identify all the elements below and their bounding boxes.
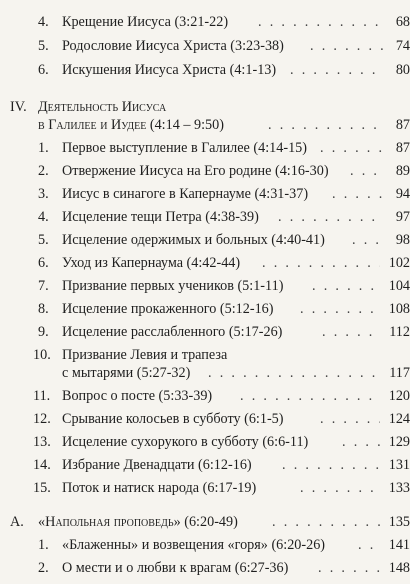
entry-title: Иисус в синагоге в Капернауме (4:31-37) — [62, 186, 309, 202]
entry-number: 14. — [33, 457, 51, 473]
dot-leader — [352, 230, 384, 250]
entry-number: 5. — [38, 38, 49, 54]
page-number: 80 — [395, 62, 410, 78]
toc-entry — [0, 36, 410, 56]
page-number: 89 — [395, 163, 410, 179]
entry-title-line1: Призвание Левия и трапеза — [62, 347, 228, 363]
entry-title: Срывание колосьев в субботу (6:1-5) — [62, 411, 284, 427]
page-number: 97 — [395, 209, 410, 225]
toc-entry — [0, 432, 410, 452]
dot-leader — [300, 478, 380, 498]
toc-entry — [0, 299, 410, 319]
toc-entry — [0, 535, 410, 555]
page-number: 131 — [388, 457, 410, 473]
entry-title: Исцеление тещи Петра (4:38-39) — [62, 209, 259, 225]
dot-leader — [320, 138, 384, 158]
page-number: 133 — [388, 480, 410, 496]
page-number: 112 — [389, 324, 410, 340]
entry-title: Исцеление одержимых и больных (4:40-41) — [62, 232, 325, 248]
entry-number: 1. — [38, 537, 49, 553]
dot-leader — [272, 512, 380, 532]
dot-leader — [312, 276, 380, 296]
page-number: 124 — [388, 411, 410, 427]
dot-leader — [358, 535, 380, 555]
entry-title: Исцеление сухорукого в субботу (6:6-11) — [62, 434, 309, 450]
entry-title: Родословие Иисуса Христа (3:23-38) — [62, 38, 284, 54]
entry-title: Отвержение Иисуса на Его родине (4:16-30) — [62, 163, 329, 179]
entry-number: 6. — [38, 62, 49, 78]
entry-number: 3. — [38, 186, 49, 202]
section-title-line1: Деятельность Иисуса — [38, 99, 167, 115]
entry-title: Крещение Иисуса (3:21-22) — [62, 14, 229, 30]
entry-number: 12. — [33, 411, 51, 427]
page-number: 148 — [388, 560, 410, 576]
toc-entry — [0, 207, 410, 227]
dot-leader — [262, 253, 380, 273]
dot-leader — [290, 60, 384, 80]
toc-entry — [0, 455, 410, 475]
toc-entry — [0, 253, 410, 273]
entry-number: 2. — [38, 163, 49, 179]
entry-title: Исцеление расслабленного (5:17-26) — [62, 324, 283, 340]
entry-title: Призвание первых учеников (5:1-11) — [62, 278, 284, 294]
toc-entry — [0, 276, 410, 296]
page-number: 129 — [388, 434, 410, 450]
subsection-heading — [0, 512, 410, 532]
toc-entry — [0, 558, 410, 578]
toc-entry — [0, 409, 410, 429]
entry-title: Поток и натиск народа (6:17-19) — [62, 480, 257, 496]
dot-leader — [268, 115, 384, 135]
entry-title: Избрание Двенадцати (6:12-16) — [62, 457, 252, 473]
page-number: 117 — [389, 365, 410, 381]
dot-leader — [332, 184, 384, 204]
entry-title: Искушения Иисуса Христа (4:1-13) — [62, 62, 277, 78]
dot-leader — [322, 322, 380, 342]
dot-leader — [318, 558, 380, 578]
toc-entry — [0, 138, 410, 158]
entry-title: О мести и о любви к врагам (6:27-36) — [62, 560, 289, 576]
page-number: 108 — [388, 301, 410, 317]
section-title-line2: в Галилее и Иудее (4:14 – 9:50) — [38, 117, 224, 133]
entry-number: 1. — [38, 140, 49, 156]
dot-leader — [320, 409, 380, 429]
entry-number: 7. — [38, 278, 49, 294]
entry-number: 5. — [38, 232, 49, 248]
entry-title: Исцеление прокаженного (5:12-16) — [62, 301, 274, 317]
subsection-title: «Напольная проповедь» (6:20-49) — [38, 514, 238, 530]
page-number: 87 — [395, 117, 410, 133]
entry-title-line2: с мытарями (5:27-32) — [62, 365, 191, 381]
section-number: IV. — [10, 99, 27, 115]
page-number: 120 — [388, 388, 410, 404]
toc-entry — [0, 363, 410, 383]
subsection-letter: А. — [10, 514, 24, 530]
entry-number: 6. — [38, 255, 49, 271]
page-number: 98 — [395, 232, 410, 248]
entry-title: Уход из Капернаума (4:42-44) — [62, 255, 241, 271]
page-number: 141 — [388, 537, 410, 553]
dot-leader — [300, 299, 380, 319]
dot-leader — [310, 36, 384, 56]
dot-leader — [208, 363, 380, 383]
dot-leader — [350, 161, 384, 181]
page-number: 94 — [395, 186, 410, 202]
toc-entry — [0, 60, 410, 80]
dot-leader — [342, 432, 380, 452]
dot-leader — [240, 386, 380, 406]
entry-number: 4. — [38, 209, 49, 225]
dot-leader — [282, 455, 380, 475]
page-number: 68 — [395, 14, 410, 30]
page-number: 87 — [395, 140, 410, 156]
entry-title: Вопрос о посте (5:33-39) — [62, 388, 213, 404]
section-heading — [0, 115, 410, 135]
entry-number: 4. — [38, 14, 49, 30]
entry-number: 9. — [38, 324, 49, 340]
entry-number: 15. — [33, 480, 51, 496]
page-number: 135 — [388, 514, 410, 530]
entry-number: 2. — [38, 560, 49, 576]
page-number: 102 — [388, 255, 410, 271]
toc-entry — [0, 345, 410, 365]
dot-leader — [278, 207, 384, 227]
entry-number: 11. — [33, 388, 51, 404]
section-heading — [0, 97, 410, 117]
toc-entry — [0, 322, 410, 342]
page-number: 74 — [395, 38, 410, 54]
entry-number: 13. — [33, 434, 51, 450]
toc-entry — [0, 12, 410, 32]
entry-number: 8. — [38, 301, 49, 317]
dot-leader — [258, 12, 384, 32]
page-number: 104 — [388, 278, 410, 294]
toc-entry — [0, 386, 410, 406]
toc-entry — [0, 161, 410, 181]
entry-title: Первое выступление в Галилее (4:14-15) — [62, 140, 307, 156]
toc-entry — [0, 478, 410, 498]
entry-number: 10. — [33, 347, 51, 363]
toc-entry — [0, 184, 410, 204]
entry-title: «Блаженны» и возвещения «горя» (6:20-26) — [62, 537, 326, 553]
toc-entry — [0, 230, 410, 250]
